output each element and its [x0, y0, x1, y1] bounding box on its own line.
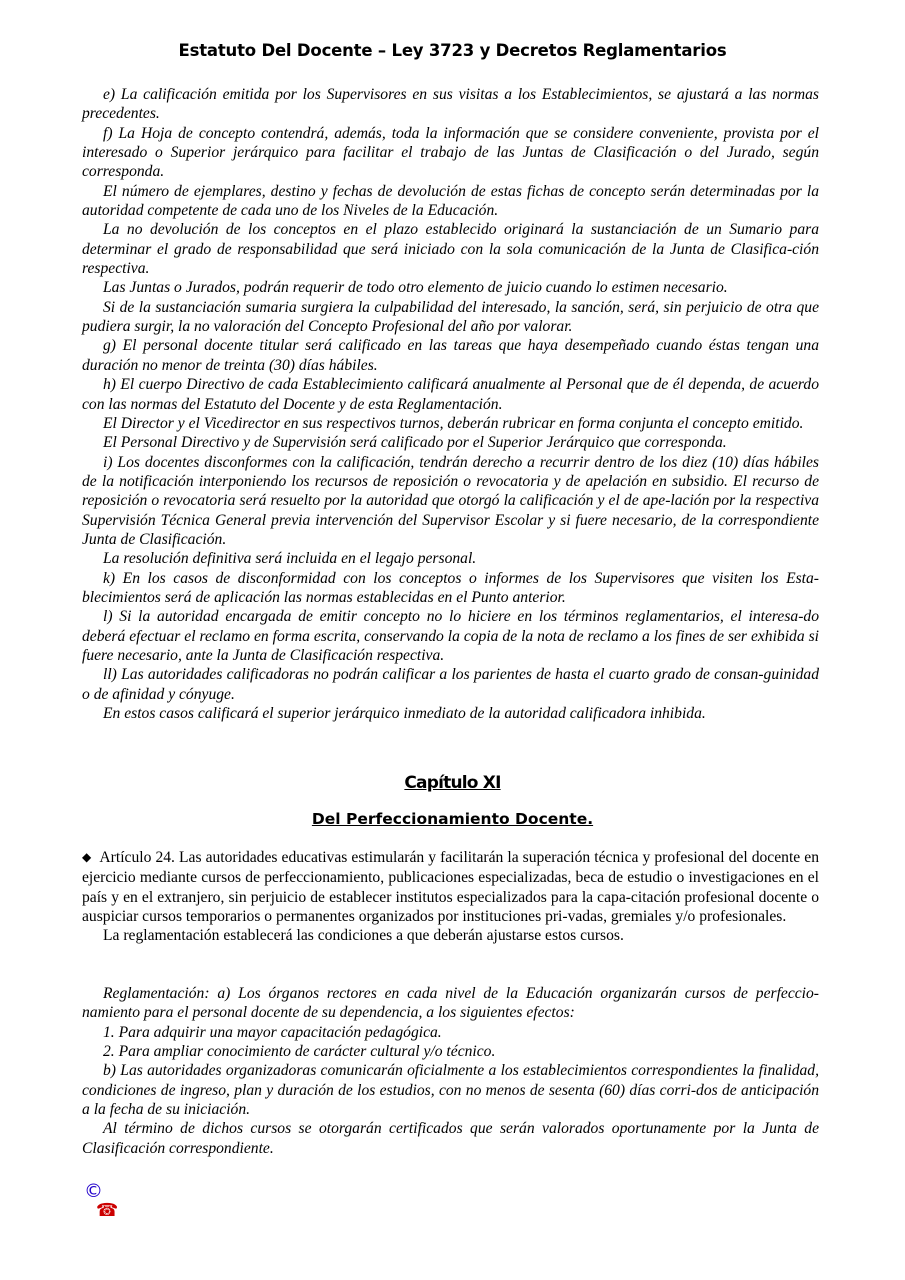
section-calificacion [82, 85, 819, 723]
paragraph: f) La Hoja de concepto contendrá, además, toda la información que se considere conveniente, provista por el interesado o Superior jerárquico para facilitar el trabajo de las Juntas de Clasificación o del Jurado, según corresponda. [82, 124, 819, 181]
page-header-title: Estatuto Del Docente – Ley 3723 y Decretos Reglamentarios [178, 41, 727, 60]
paragraph: El número de ejemplares, destino y fechas de devolución de estas fichas de concepto serán determinadas por la autoridad competente de cada uno de los Niveles de la Educación. [82, 182, 819, 220]
page-footer [84, 1180, 128, 1221]
article-note: La reglamentación establecerá las condiciones a que deberán ajustarse estos cursos. [103, 927, 624, 945]
paragraph: Al término de dichos cursos se otorgarán certificados que serán valorados oportunamente por la Junta de Clasificación correspondiente. [82, 1120, 819, 1157]
article-24 [82, 848, 819, 946]
paragraph: l) Si la autoridad encargada de emitir concepto no lo hiciere en los términos reglamentarios, el interesa-do deberá efectuar el reclamo en forma escrita, conservando la copia de la nota de reclamo a los fines de ser exhibida si fuere necesario, ante la Junta de Clasificación respectiva. [82, 608, 819, 664]
paragraph: Si de la sustanciación sumaria surgiera la culpabilidad del interesado, la sanción, será, sin perjuicio de otra que pudiera surgir, la no valoración del Concepto Profesional del año por valorar. [82, 298, 819, 336]
paragraph: Las Juntas o Jurados, podrán requerir de todo otro elemento de juicio cuando lo estimen necesario. [103, 279, 728, 297]
paragraph: ll) Las autoridades calificadoras no podrán calificar a los parientes de hasta el cuarto grado de consan-guinidad o de afinidad y cónyuge. [82, 666, 819, 703]
phone-icon: ☎ [96, 1200, 119, 1221]
chapter-subtitle: Del Perfeccionamiento Docente. [311, 810, 594, 828]
paragraph: El Personal Directivo y de Supervisión será calificado por el Superior Jerárquico que corresponda. [103, 434, 727, 452]
paragraph: En estos casos calificará el superior jerárquico inmediato de la autoridad calificadora inhibida. [103, 705, 706, 722]
paragraph: b) Las autoridades organizadoras comunicarán oficialmente a los establecimientos correspondientes la finalidad, condiciones de ingreso, plan y duración de los estudios, con no menos de sesenta (60) días corri-dos de anticipación a la fecha de su iniciación. [82, 1062, 819, 1119]
list-item: 1. Para adquirir una mayor capacitación pedagógica. [103, 1023, 442, 1041]
paragraph: El Director y el Vicedirector en sus respectivos turnos, deberán rubricar en forma conjunta el concepto emitido. [103, 414, 804, 432]
paragraph: e) La calificación emitida por los Supervisores en sus visitas a los Establecimientos, se ajustará a las normas precedentes. [82, 86, 819, 123]
bullet-diamond-icon: ◆ [82, 850, 92, 864]
paragraph: La resolución definitiva será incluida en el legajo personal. [103, 550, 477, 568]
reglamentacion-block [82, 984, 819, 1158]
paragraph: La no devolución de los conceptos en el plazo establecido originará la sustanciación de un Sumario para determinar el grado de responsabilidad que será iniciado con la sola comunicación de la Junta de Clasifica-ción respectiva. [82, 221, 819, 278]
paragraph: i) Los docentes disconformes con la calificación, tendrán derecho a recurrir dentro de los diez (10) días hábiles de la notificación interponiendo los recursos de reposición o revocatoria y de apelación en subsidio. El recurso de reposición o revocatoria será resuelto por la autoridad que otorgó la calificación y el de ape-lación por la respectiva Supervisión Técnica General previa intervención del Supervisor Escolar y si fuere necesario, de la correspondiente Junta de Clasificación. [82, 453, 819, 548]
paragraph: g) El personal docente titular será calificado en las tareas que haya desempeñado cuando éstas tengan una duración no menor de treinta (30) días hábiles. [82, 337, 819, 374]
list-item: 2. Para ampliar conocimiento de carácter cultural y/o técnico. [103, 1043, 496, 1061]
paragraph: Reglamentación: a) Los órganos rectores en cada nivel de la Educación organizarán cursos de perfeccio-namiento para el personal docente de su dependencia, a los siguientes efectos: [82, 985, 819, 1022]
chapter-title: Capítulo XI [404, 773, 501, 793]
paragraph: h) El cuerpo Directivo de cada Establecimiento calificará anualmente al Personal que de él dependa, de acuerdo con las normas del Estatuto del Docente y de esta Reglamentación. [82, 376, 819, 413]
article-text: Artículo 24. Las autoridades educativas estimularán y facilitarán la superación técnica y profesional del docente en ejercicio mediante cursos de perfeccionamiento, publicaciones especializadas, beca de estudio o investigaciones en el país y en el extranjero, sin perjuicio de establecer institutos especializados para la capa-citación profesional docente o auspiciar cursos temporarios o permanentes organizados por instituciones pri-vadas, gremiales y/o profesionales. [82, 849, 819, 926]
paragraph: k) En los casos de disconformidad con los conceptos o informes de los Supervisores que visiten los Esta-blecimientos será de aplicación las normas establecidas en el Punto anterior. [82, 569, 819, 606]
article-paragraph [82, 848, 819, 926]
copyright-icon: © [84, 1180, 103, 1202]
